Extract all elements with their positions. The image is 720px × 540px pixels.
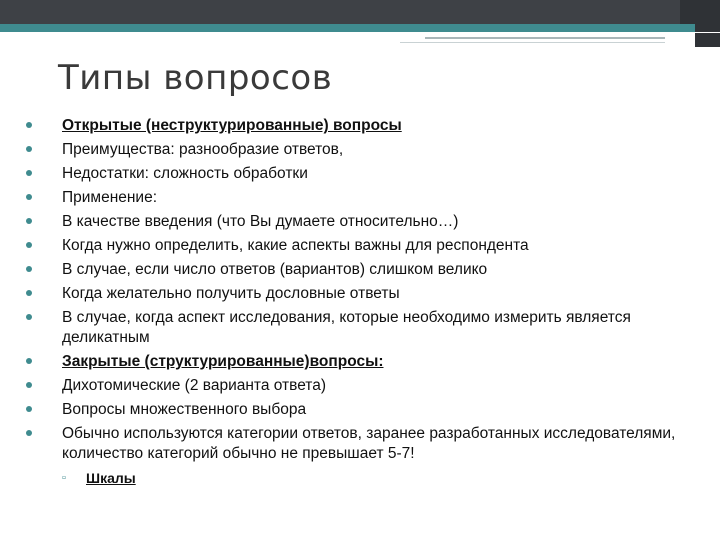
- bullet-item: [26, 424, 706, 464]
- bullet-item: [26, 308, 706, 348]
- bullet-text: В случае, когда аспект исследования, которые необходимо измерить является деликатным: [62, 309, 631, 346]
- bullet-item: [26, 188, 706, 208]
- bullet-item: [26, 236, 706, 256]
- bullet-item: [26, 260, 706, 280]
- bullet-text: Когда нужно определить, какие аспекты важны для респондента: [62, 237, 529, 254]
- sub-bullet-square-icon: ▫: [62, 472, 66, 484]
- bullet-text: Закрытые (структурированные)вопросы:: [62, 353, 384, 370]
- bullet-text: Вопросы множественного выбора: [62, 401, 307, 418]
- bullet-dot-icon: [26, 290, 32, 296]
- bullet-text: Открытые (неструктурированные) вопросы: [62, 117, 402, 134]
- bullet-dot-icon: [26, 358, 32, 364]
- bullet-dot-icon: [26, 266, 32, 272]
- decorative-line-thin: [400, 42, 665, 43]
- bullet-text: В качестве введения (что Вы думаете относительно…): [62, 213, 459, 230]
- slide-content: [26, 116, 706, 488]
- accent-stripe-corner: [695, 24, 720, 32]
- sub-bullet-list: [26, 468, 706, 488]
- bullet-dot-icon: [26, 406, 32, 412]
- bullet-text: Обычно используются категории ответов, заранее разработанных исследователями, количество категорий обычно не превышает 5-7!: [62, 425, 676, 462]
- bullet-item: [26, 116, 706, 136]
- bullet-dot-icon: [26, 170, 32, 176]
- accent-stripe: [0, 24, 720, 32]
- bullet-item: [26, 164, 706, 184]
- bullet-dot-icon: [26, 218, 32, 224]
- sub-bullet-text: Шкалы: [86, 470, 136, 486]
- bullet-dot-icon: [26, 146, 32, 152]
- bullet-text: Преимущества: разнообразие ответов,: [62, 141, 344, 158]
- bullet-text: В случае, если число ответов (вариантов) слишком велико: [62, 261, 488, 278]
- bullet-item: [26, 284, 706, 304]
- top-bar-decoration: [0, 0, 680, 24]
- bullet-dot-icon: [26, 194, 32, 200]
- decorative-line: [425, 37, 665, 39]
- bullet-item: [26, 352, 706, 372]
- bullet-dot-icon: [26, 314, 32, 320]
- decorative-corner-block: [695, 33, 720, 47]
- bullet-dot-icon: [26, 382, 32, 388]
- bullet-dot-icon: [26, 430, 32, 436]
- bullet-list: [26, 116, 706, 464]
- bullet-dot-icon: [26, 122, 32, 128]
- bullet-text: Когда желательно получить дословные ответы: [62, 285, 400, 302]
- bullet-item: [26, 376, 706, 396]
- bullet-text: Дихотомические (2 варианта ответа): [62, 377, 327, 394]
- bullet-item: [26, 212, 706, 232]
- bullet-text: Применение:: [62, 189, 158, 206]
- sub-bullet-item: [26, 468, 706, 488]
- bullet-dot-icon: [26, 242, 32, 248]
- slide-title: Типы вопросов: [58, 58, 333, 98]
- bullet-item: [26, 140, 706, 160]
- bullet-item: [26, 400, 706, 420]
- bullet-text: Недостатки: сложность обработки: [62, 165, 308, 182]
